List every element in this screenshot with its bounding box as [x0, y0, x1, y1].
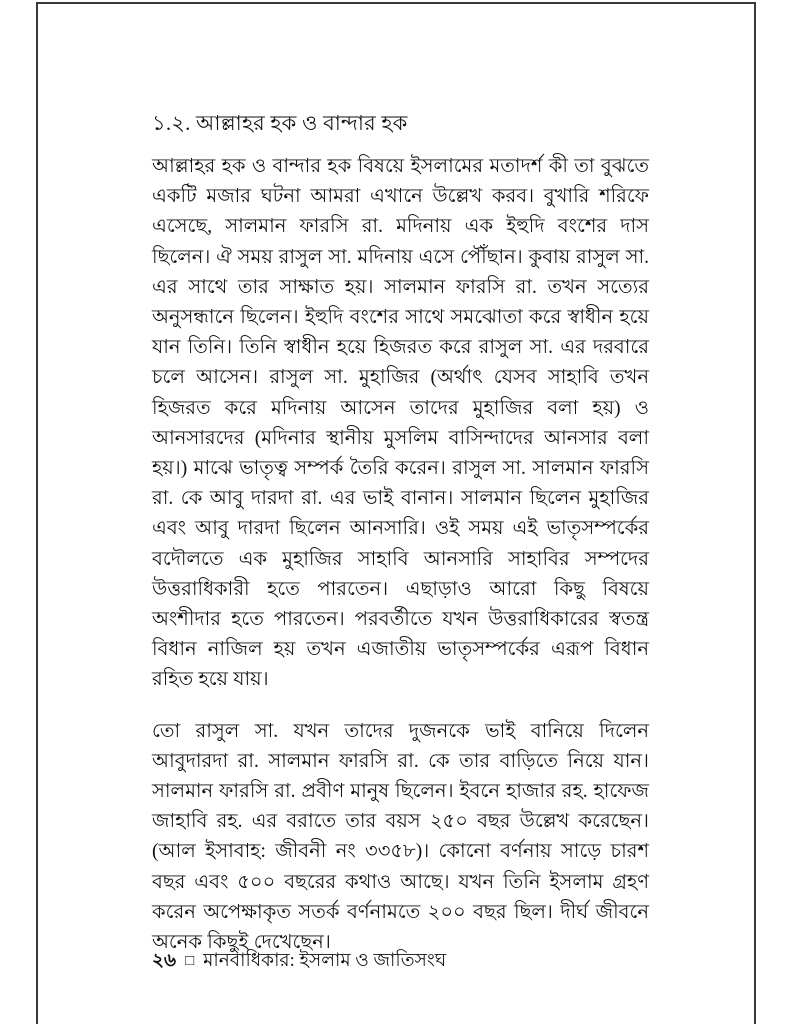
body-paragraph: তো রাসুল সা. যখন তাদের দুজনকে ভাই বানিয়ে দিলেন আবুদারদা রা. সালমান ফারসি রা. কে তার বাড়িতে নিয়ে যান। সালমান ফারসি রা. প্রবীণ মানুষ ছিলেন। ইবনে হাজার রহ. হাফেজ জাহাবি রহ. এর বরাতে তার বয়স ২৫০ বছর উল্লেখ করেছেন। (আল ইসাবাহ: জীবনী নং ৩৩৫৮)। কোনো বর্ণনায় সাড়ে চারশ বছর এবং ৫০০ বছরের কথাও আছে। যখন তিনি ইসলাম গ্রহণ করেন অপেক্ষাকৃত সতর্ক বর্ণনামতে ২০০ বছর ছিল। দীর্ঘ জীবনে অনেক কিছুই দেখেছেন।	[152, 720, 649, 954]
page-content	[152, 108, 649, 958]
body-paragraph: আল্লাহর হক ও বান্দার হক বিষয়ে ইসলামের মতাদর্শ কী তা বুঝতে একটি মজার ঘটনা আমরা এখানে উল্লেখ করব। বুখারি শরিফে এসেছে, সালমান ফারসি রা. মদিনায় এক ইহুদি বংশের দাস ছিলেন। ঐ সময় রাসুল সা. মদিনায় এসে পৌঁছান। কুবায় রাসুল সা. এর সাথে তার সাক্ষাত হয়। সালমান ফারসি রা. তখন সত্যের অনুসন্ধানে ছিলেন। ইহুদি বংশের সাথে সমঝোতা করে স্বাধীন হয়ে যান তিনি। তিনি স্বাধীন হয়ে হিজরত করে রাসুল সা. এর দরবারে চলে আসেন। রাসুল সা. মুহাজির (অর্থাৎ যেসব সাহাবি তখন হিজরত করে মদিনায় আসেন তাদের মুহাজির বলা হয়) ও আনসারদের (মদিনার স্থানীয় মুসলিম বাসিন্দাদের আনসার বলা হয়।) মাঝে ভাতৃত্ব সম্পর্ক তৈরি করেন। রাসুল সা. সালমান ফারসি রা. কে আবু দারদা রা. এর ভাই বানান। সালমান ছিলেন মুহাজির এবং আবু দারদা ছিলেন আনসারি। ওই সময় এই ভাতৃসম্পর্কের বদৌলতে এক মুহাজির সাহাবি আনসারি সাহাবির সম্পদের উত্তরাধিকারী হতে পারতেন। এছাড়াও আরো কিছু বিষয়ে অংশীদার হতে পারতেন। পরবর্তীতে যখন উত্তরাধিকারের স্বতন্ত্র বিধান নাজিল হয় তখন এজাতীয় ভাতৃসম্পর্কের এরূপ বিধান রহিত হয়ে যায়।	[152, 156, 649, 691]
footer-running-title: মানবাধিকার: ইসলাম ও জাতিসংঘ	[203, 951, 447, 971]
footer-page-number: ২৬	[152, 951, 177, 971]
page-footer	[152, 948, 446, 975]
section-heading: ১.২. আল্লাহর হক ও বান্দার হক	[152, 111, 408, 135]
page-sheet	[36, 2, 756, 1024]
square-bullet-icon: □	[185, 953, 195, 969]
